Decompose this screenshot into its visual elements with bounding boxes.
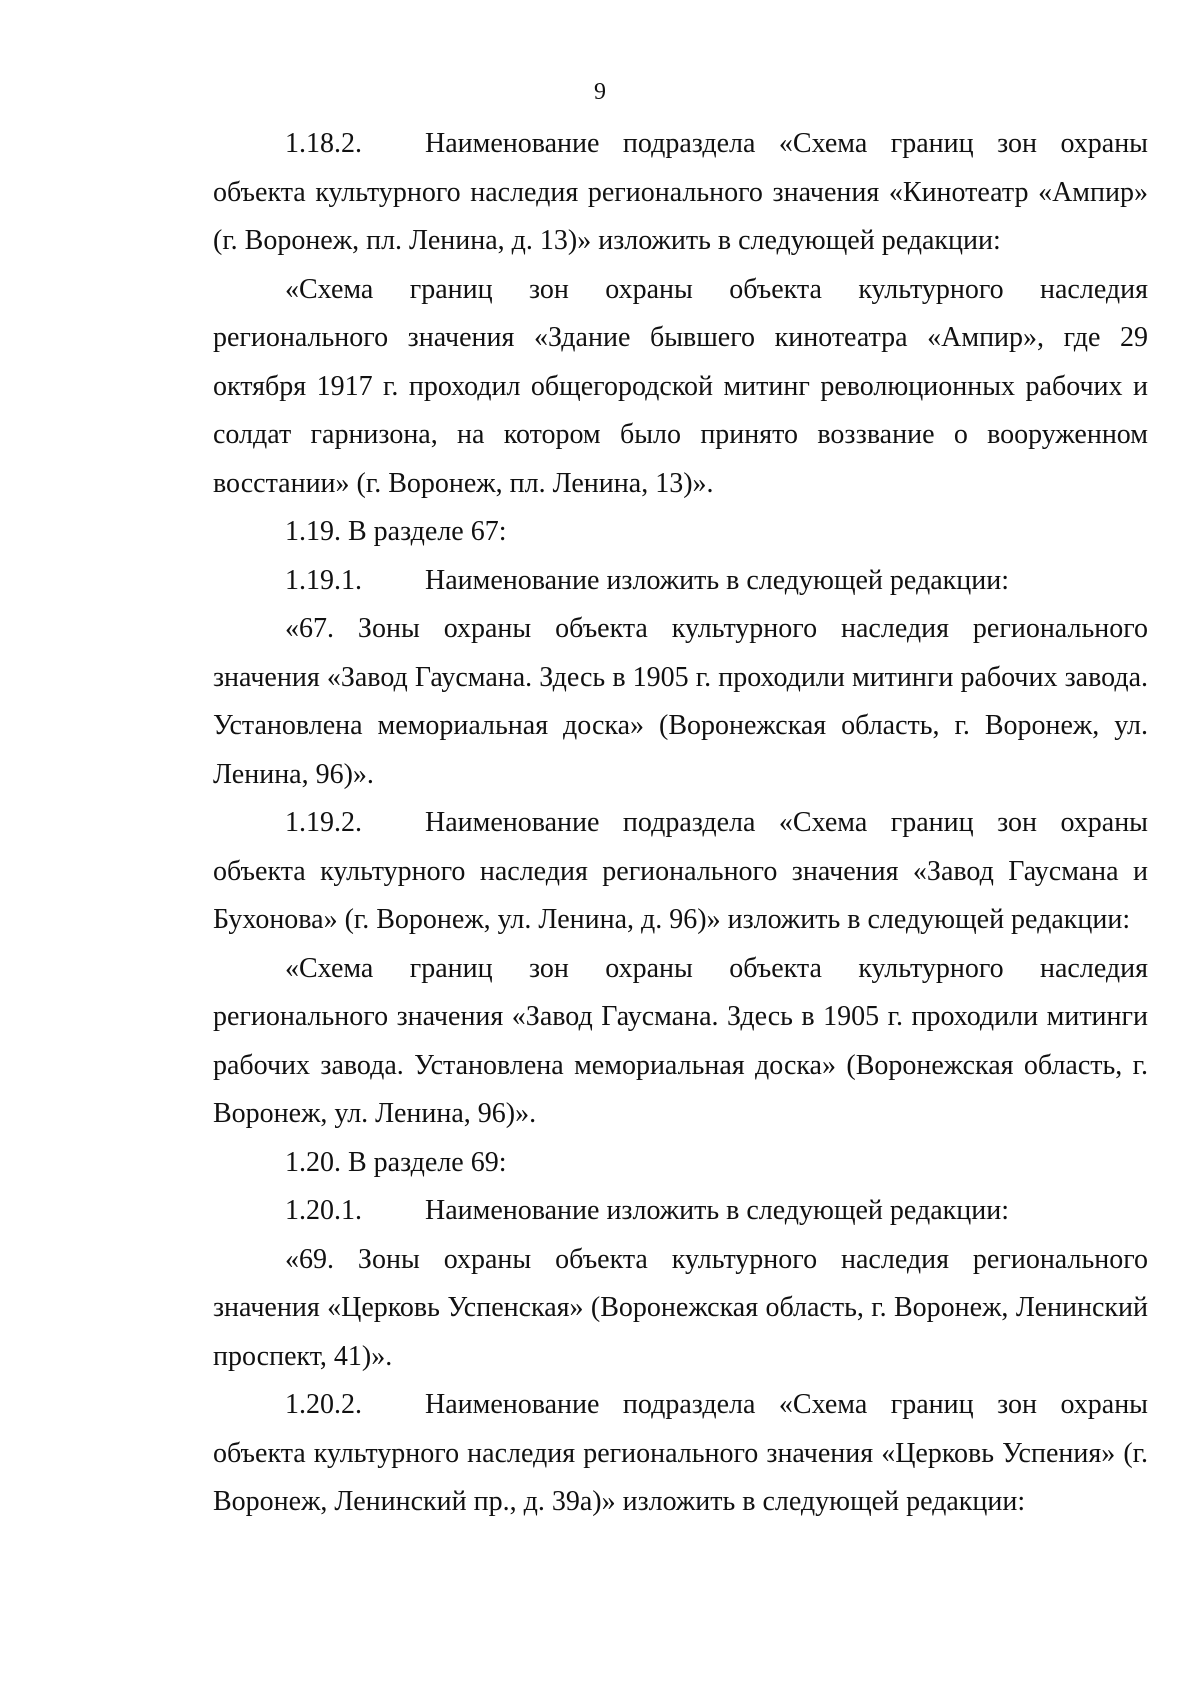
paragraph-text: Наименование изложить в следующей редакции: — [425, 564, 1009, 596]
paragraph-text: 1.19. В разделе 67: — [285, 516, 507, 547]
paragraph-text: «Схема границ зон охраны объекта культурного наследия регионального значения «Завод Гаусмана. Здесь в 1905 г. проходили митинги рабочих завода. Установлена мемориальная доска» (Воронежская область, г. Воронеж, ул. Ленина, 96)». — [213, 952, 1148, 1129]
paragraph-text: «69. Зоны охраны объекта культурного наследия регионального значения «Церковь Успенская» (Воронежская область, г. Воронеж, Ленинский проспект, 41)». — [213, 1243, 1148, 1372]
paragraph-1-20-2 — [213, 1381, 1148, 1527]
paragraph-69-zones — [213, 1236, 1148, 1382]
page-number: 9 — [594, 79, 606, 105]
paragraph-text: Наименование подраздела «Схема границ зон охраны объекта культурного наследия регионального значения «Церковь Успения» (г. Воронеж, Ленинский пр., д. 39а)» изложить в следующей редакции: — [213, 1389, 1148, 1517]
paragraph-text: 1.20. В разделе 69: — [285, 1146, 507, 1178]
item-number: 1.20.2. — [285, 1389, 362, 1420]
paragraph-text: Наименование изложить в следующей редакции: — [425, 1195, 1009, 1226]
paragraph-1-19-1 — [213, 557, 1148, 606]
item-number: 1.19.2. — [285, 807, 362, 838]
paragraph-1-19 — [213, 508, 1148, 557]
paragraph-text: Наименование подраздела «Схема границ зон охраны объекта культурного наследия регионального значения «Кинотеатр «Ампир» (г. Воронеж, пл. Ленина, д. 13)» изложить в следующей редакции: — [213, 128, 1148, 256]
paragraph-1-20-1 — [213, 1187, 1148, 1236]
paragraph-67-zones — [213, 605, 1148, 799]
item-number: 1.18.2. — [285, 128, 362, 159]
paragraph-scheme-gausman — [213, 945, 1148, 1139]
item-number: 1.19.1. — [285, 564, 362, 596]
item-number: 1.20.1. — [285, 1195, 362, 1226]
paragraph-text: «67. Зоны охраны объекта культурного наследия регионального значения «Завод Гаусмана. Здесь в 1905 г. проходили митинги рабочих завода. Установлена мемориальная доска» (Воронежская область, г. Воронеж, ул. Ленина, 96)». — [213, 613, 1148, 790]
paragraph-1-19-2 — [213, 799, 1148, 945]
paragraph-scheme-ampir — [213, 266, 1148, 509]
paragraph-text: Наименование подраздела «Схема границ зон охраны объекта культурного наследия регионального значения «Завод Гаусмана и Бухонова» (г. Воронеж, ул. Ленина, д. 96)» изложить в следующей редакции: — [213, 807, 1148, 935]
paragraph-1-18-2 — [213, 120, 1148, 266]
document-body — [213, 120, 1148, 1527]
paragraph-1-20 — [213, 1139, 1148, 1188]
paragraph-text: «Схема границ зон охраны объекта культурного наследия регионального значения «Здание бывшего кинотеатра «Ампир», где 29 октября 1917 г. проходил общегородской митинг революционных рабочих и солдат гарнизона, на котором было принято воззвание о вооруженном восстании» (г. Воронеж, пл. Ленина, 13)». — [213, 273, 1148, 499]
